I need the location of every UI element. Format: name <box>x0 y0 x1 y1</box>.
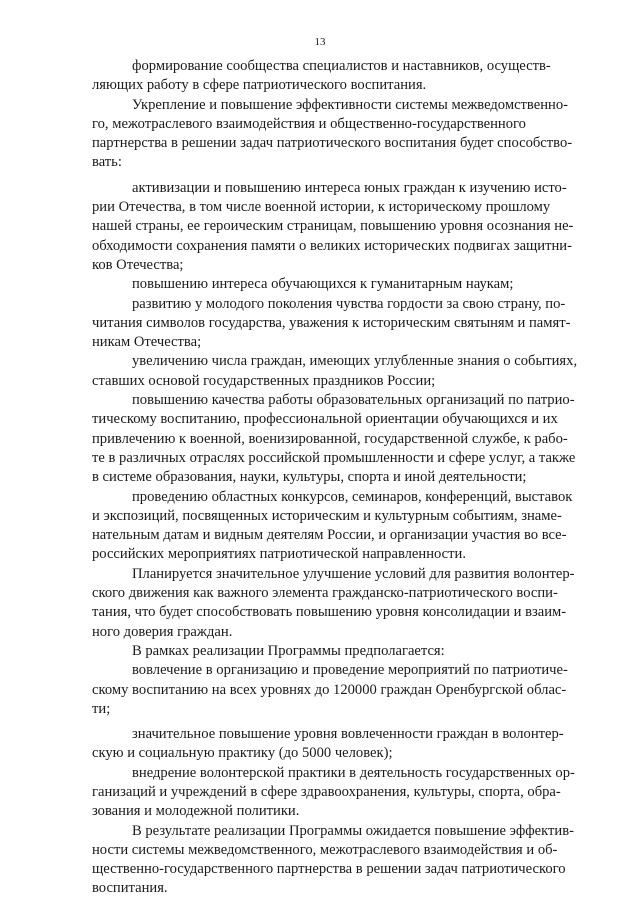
paragraph: развитию у молодого поколения чувства гордости за свою страну, по- читания символов государства, уважения к историческим святыням и памят- никам Отечества; <box>92 295 571 351</box>
paragraph: Укрепление и повышение эффективности системы межведомственно- го, межотраслевого взаимодействия и общественно-государственного партнерства в решении задач патриотического воспитания будет способство- вать: <box>92 96 573 171</box>
paragraph: повышению качества работы образовательных организаций по патрио- тическому воспитанию, профессиональной ориентации обучающихся и их привлечению к военной, военизированной, государственной службе, к рабо- те в различных отраслях российской промышленности и сфере услуг, а также в системе образования, науки, культуры, спорта и иной деятельности; <box>92 392 576 486</box>
paragraph: В рамках реализации Программы предполагается: <box>132 642 445 659</box>
paragraph: внедрение волонтерской практики в деятельность государственных ор- ганизаций и учреждений в сфере здравоохранения, культуры, спорта, обра- зования и молодежной политики. <box>92 764 575 820</box>
paragraph: Планируется значительное улучшение условий для развития волонтер- ского движения как важного элемента гражданско-патриотического воспи- тания, что будет способствовать повышению уровня консолидации и взаим- ного доверия граждан. <box>92 565 575 640</box>
document-body <box>92 57 590 899</box>
paragraph: активизации и повышению интереса юных граждан к изучению исто- рии Отечества, в том числе военной истории, к историческому прошлому нашей страны, ее героическим страницам, повышению уровня осознания не- обходимости сохранения памяти о великих исторических подвигах защитни- ков Отечества; <box>92 179 574 273</box>
page-number: 13 <box>314 36 326 48</box>
paragraph: значительное повышение уровня вовлеченности граждан в волонтер- скую и социальную практику (до 5000 человек); <box>92 726 564 762</box>
paragraph: В результате реализации Программы ожидается повышение эффектив- ности системы межведомственного, межотраслевого взаимодействия и об- щественно-государственного партнерства в решении задач патриотического воспитания. <box>92 822 574 897</box>
paragraph: увеличению числа граждан, имеющих углубленные знания о событиях, ставших основой государственных праздников России; <box>92 353 578 389</box>
paragraph: формирование сообщества специалистов и наставников, осуществ- ляющих работу в сфере патриотического воспитания. <box>92 58 551 94</box>
paragraph: вовлечение в организацию и проведение мероприятий по патриотиче- скому воспитанию на всех уровнях до 120000 граждан Оренбургской облас- ти; <box>92 662 568 717</box>
paragraph: проведению областных конкурсов, семинаров, конференций, выставок и экспозиций, посвященных историческим и культурным событиям, знаме- нательным датам и видным деятелям России, и организации участия во все- российских мероприятиях патриотической направленности. <box>92 488 573 563</box>
paragraph: повышению интереса обучающихся к гуманитарным наукам; <box>132 276 514 293</box>
